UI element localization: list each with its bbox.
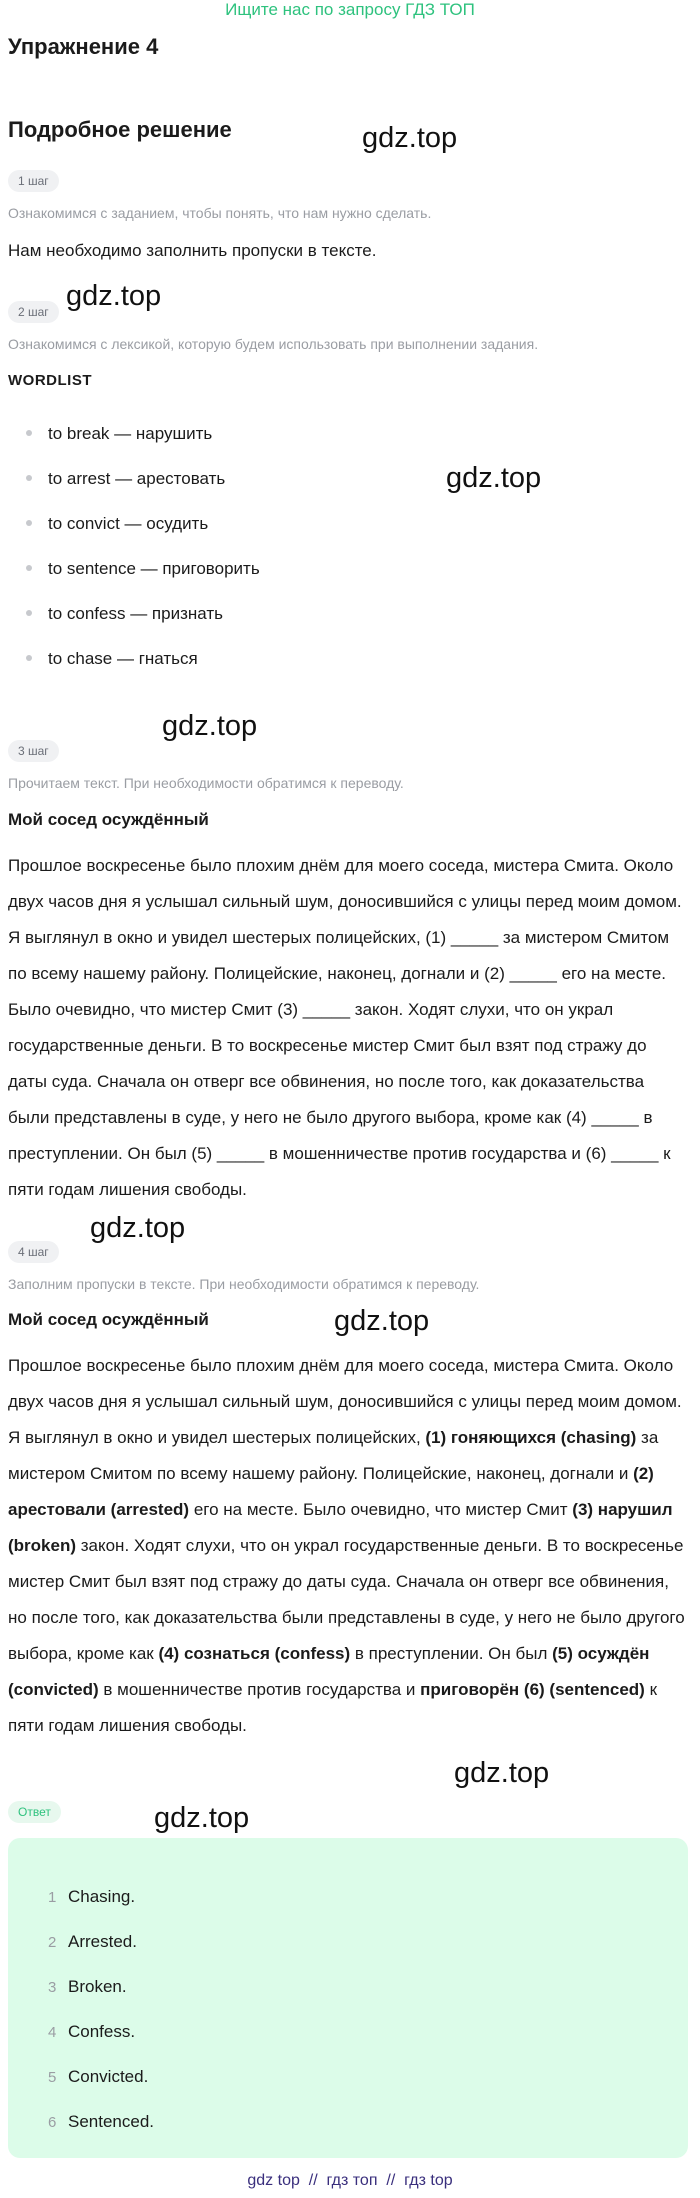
answer-highlight: (2) арестовали (arrested): [8, 1464, 654, 1519]
search-banner: Ищите нас по запросу ГДЗ ТОП: [225, 0, 475, 19]
watermark: gdz.top: [154, 1802, 250, 1834]
step-text: Нам необходимо заполнить пропуски в тексте.: [8, 241, 377, 260]
wordlist-item: to confess — признать: [26, 604, 223, 624]
answer-item: 4 Confess.: [48, 2022, 136, 2041]
story-title: Мой сосед осуждённый: [8, 1310, 209, 1329]
watermark: gdz.top: [90, 1212, 186, 1244]
answer-item: 2 Arrested.: [48, 1932, 137, 1951]
step-badge: 1 шаг: [8, 170, 59, 192]
wordlist-item: to break — нарушить: [26, 424, 212, 444]
step-badge: 4 шаг: [8, 1241, 59, 1263]
wordlist-item: to chase — гнаться: [26, 649, 198, 669]
answer-highlight: (5) осуждён (convicted): [8, 1644, 650, 1699]
answer-item: 6 Sentenced.: [48, 2112, 155, 2131]
answer-highlight: (1) гоняющихся (chasing): [425, 1428, 637, 1447]
footer-links: gdz top // гдз топ // гдз top: [247, 2172, 453, 2189]
watermark: gdz.top: [362, 122, 458, 154]
answer-item: 1 Chasing.: [48, 1887, 136, 1906]
answer-highlight: (4) сознаться (confess): [158, 1644, 351, 1663]
story-title: Мой сосед осуждённый: [8, 810, 209, 829]
answer-box: [8, 1838, 688, 2158]
step-hint: Прочитаем текст. При необходимости обратимся к переводу.: [8, 775, 404, 791]
wordlist-item: to convict — осудить: [26, 514, 208, 534]
step-hint: Заполним пропуски в тексте. При необходимости обратимся к переводу.: [8, 1276, 480, 1292]
answer-item: 3 Broken.: [48, 1977, 127, 1996]
watermark: gdz.top: [446, 462, 542, 494]
wordlist-title: WORDLIST: [8, 372, 92, 389]
watermark: gdz.top: [334, 1305, 430, 1337]
wordlist-item: to arrest — арестовать: [26, 469, 225, 489]
watermark: gdz.top: [454, 1757, 550, 1789]
answer-badge: Ответ: [8, 1801, 61, 1823]
page-title: Упражнение 4: [8, 34, 159, 59]
solution-title: Подробное решение: [8, 117, 232, 142]
wordlist-item: to sentence — приговорить: [26, 559, 260, 579]
answer-item: 5 Convicted.: [48, 2067, 149, 2086]
answer-highlight: (3) нарушил (broken): [8, 1500, 673, 1555]
answer-highlight: приговорён (6) (sentenced): [420, 1680, 645, 1699]
step-badge: 3 шаг: [8, 740, 59, 762]
step-hint: Ознакомимся с лексикой, которую будем использовать при выполнении задания.: [8, 336, 539, 352]
step-hint: Ознакомимся с заданием, чтобы понять, что нам нужно сделать.: [8, 205, 432, 221]
filled-story-text: Прошлое воскресенье было плохим днём для моего соседа, мистера Смита. Около двух часов дня я услышал сильный шум, доносившийся с улицы перед моим домом. Я выглянул в окно и увидел шестерых полицейских, (1) гоняющихся (chasing) за мистером Смитом по всему нашему району. Полицейские, наконец, догнали и (2) арестовали (arrested) его на месте. Было очевидно, что мистер Смит (3) нарушил (broken) закон. Ходят слухи, что он украл государственные деньги. В то воскресенье мистер Смит был взят под стражу до даты суда. Сначала он отверг все обвинения, но после того, как доказательства были представлены в суде, у него не было другого выбора, кроме как (4) сознаться (confess) в преступлении. Он был (5) осуждён (convicted) в мошенничестве против государства и приговорён (6) (sentenced) к пяти годам лишения свободы.: [8, 1356, 685, 1735]
story-text: Прошлое воскресенье было плохим днём для моего соседа, мистера Смита. Около двух часов дня я услышал сильный шум, доносившийся с улицы перед моим домом. Я выглянул в окно и увидел шестерых полицейских, (1) _____ за мистером Смитом по всему нашему району. Полицейские, наконец, догнали и (2) _____ его на месте. Было очевидно, что мистер Смит (3) _____ закон. Ходят слухи, что он украл государственные деньги. В то воскресенье мистер Смит был взят под стражу до даты суда. Сначала он отверг все обвинения, но после того, как доказательства были представлены в суде, у него не было другого выбора, кроме как (4) _____ в преступлении. Он был (5) _____ в мошенничестве против государства и (6) _____ к пяти годам лишения свободы.: [8, 856, 682, 1199]
watermark: gdz.top: [66, 280, 162, 312]
watermark: gdz.top: [162, 710, 258, 742]
step-badge: 2 шаг: [8, 301, 59, 323]
